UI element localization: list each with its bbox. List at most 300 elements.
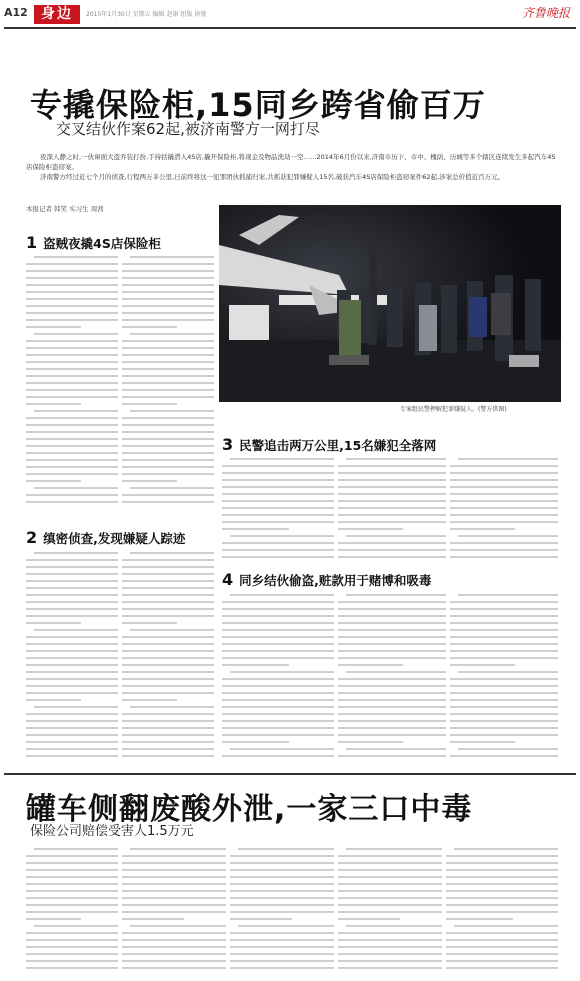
text-line xyxy=(26,580,118,582)
text-line xyxy=(26,946,118,948)
text-line xyxy=(230,960,334,962)
text-line xyxy=(26,403,81,405)
text-line xyxy=(26,291,118,293)
text-line xyxy=(122,946,226,948)
text-line xyxy=(346,748,446,750)
text-line xyxy=(230,671,334,673)
text-line xyxy=(446,876,558,878)
text-line xyxy=(338,500,446,502)
text-line xyxy=(338,932,442,934)
text-line xyxy=(458,458,558,460)
text-line xyxy=(130,410,214,412)
text-line xyxy=(26,657,118,659)
text-line xyxy=(338,601,446,603)
text-line xyxy=(450,629,558,631)
section-number: 2 xyxy=(26,528,38,547)
text-line xyxy=(26,918,81,920)
text-line xyxy=(338,890,442,892)
text-line xyxy=(338,493,446,495)
text-line xyxy=(222,685,334,687)
text-line xyxy=(450,556,558,558)
text-line xyxy=(338,953,442,955)
text-line xyxy=(122,501,214,503)
main-subheadline: 交叉结伙作案62起,被济南警方一网打尽 xyxy=(56,120,320,138)
text-line xyxy=(338,699,446,701)
text-line xyxy=(338,528,403,530)
text-line xyxy=(446,869,558,871)
text-line xyxy=(338,472,446,474)
text-line xyxy=(122,932,226,934)
text-line xyxy=(26,643,118,645)
section-label: 身边 xyxy=(34,5,80,24)
text-line xyxy=(338,741,403,743)
text-line xyxy=(122,312,214,314)
text-line xyxy=(122,692,214,694)
text-line xyxy=(122,347,214,349)
text-line xyxy=(122,573,214,575)
text-line xyxy=(222,720,334,722)
text-line xyxy=(122,438,214,440)
text-line xyxy=(230,918,292,920)
text-line xyxy=(122,904,226,906)
text-line xyxy=(222,727,334,729)
text-line xyxy=(122,494,214,496)
text-line xyxy=(222,706,334,708)
text-line xyxy=(222,486,334,488)
text-line xyxy=(338,636,446,638)
text-line xyxy=(222,636,334,638)
text-line xyxy=(450,479,558,481)
text-line xyxy=(26,263,118,265)
text-line xyxy=(26,312,118,314)
text-line xyxy=(450,664,515,666)
text-line xyxy=(230,748,334,750)
text-line xyxy=(222,692,334,694)
text-line xyxy=(446,904,558,906)
text-line xyxy=(26,960,118,962)
body-column xyxy=(122,256,214,512)
text-line xyxy=(26,883,118,885)
section-heading-3 xyxy=(222,435,436,454)
text-line xyxy=(338,939,442,941)
text-line xyxy=(450,650,558,652)
text-line xyxy=(338,622,446,624)
text-line xyxy=(26,939,118,941)
text-line xyxy=(122,445,214,447)
text-line xyxy=(446,862,558,864)
text-line xyxy=(222,479,334,481)
text-line xyxy=(26,382,118,384)
text-line xyxy=(122,319,214,321)
text-line xyxy=(338,713,446,715)
text-line xyxy=(122,480,177,482)
text-line xyxy=(450,542,558,544)
text-line xyxy=(122,368,214,370)
text-line xyxy=(122,403,177,405)
body-column xyxy=(26,848,118,976)
section-heading-4 xyxy=(222,570,431,589)
text-line xyxy=(338,911,442,913)
text-line xyxy=(450,720,558,722)
text-line xyxy=(222,528,289,530)
text-line xyxy=(122,326,177,328)
text-line xyxy=(454,848,558,850)
header-rule xyxy=(4,27,576,29)
text-line xyxy=(122,417,214,419)
text-line xyxy=(34,629,118,631)
text-line xyxy=(122,340,214,342)
text-line xyxy=(122,855,226,857)
text-line xyxy=(122,452,214,454)
text-line xyxy=(450,692,558,694)
text-line xyxy=(230,458,334,460)
text-line xyxy=(26,608,118,610)
text-line xyxy=(222,542,334,544)
text-line xyxy=(230,869,334,871)
text-line xyxy=(450,493,558,495)
text-line xyxy=(26,911,118,913)
text-line xyxy=(122,685,214,687)
text-line xyxy=(450,549,558,551)
text-line xyxy=(230,890,334,892)
text-line xyxy=(26,424,118,426)
text-line xyxy=(122,876,226,878)
text-line xyxy=(34,848,118,850)
text-line xyxy=(338,465,446,467)
text-line xyxy=(122,869,226,871)
photo-caption: 专案组民警押解犯罪嫌疑人。(警方供图) xyxy=(400,406,507,413)
text-line xyxy=(222,601,334,603)
text-line xyxy=(230,967,334,969)
text-line xyxy=(450,521,558,523)
text-line xyxy=(122,382,214,384)
text-line xyxy=(458,748,558,750)
text-line xyxy=(122,636,214,638)
text-line xyxy=(222,713,334,715)
text-line xyxy=(346,671,446,673)
article-divider xyxy=(4,773,576,775)
text-line xyxy=(122,755,214,757)
text-line xyxy=(122,389,214,391)
text-line xyxy=(338,755,446,757)
text-line xyxy=(26,480,81,482)
section-title: 同乡结伙偷盗,赃款用于赌博和吸毒 xyxy=(239,573,432,588)
text-line xyxy=(122,615,214,617)
text-line xyxy=(122,622,177,624)
text-line xyxy=(26,431,118,433)
text-line xyxy=(26,748,118,750)
text-line xyxy=(222,755,334,757)
text-line xyxy=(338,967,442,969)
airport-night-scene xyxy=(219,205,561,402)
text-line xyxy=(26,636,118,638)
text-line xyxy=(26,396,118,398)
text-line xyxy=(34,256,118,258)
text-line xyxy=(26,559,118,561)
text-line xyxy=(222,629,334,631)
text-line xyxy=(222,650,334,652)
text-line xyxy=(338,960,442,962)
text-line xyxy=(26,587,118,589)
text-line xyxy=(26,466,118,468)
text-line xyxy=(130,848,226,850)
text-line xyxy=(446,932,558,934)
text-line xyxy=(26,869,118,871)
text-line xyxy=(222,657,334,659)
lead-paragraph: 夜深人静之时,一伙窜面大盗乔装打扮,手持括撬潜入4S店,撬开保险柜,将现金及物品洗劫一空……2014年6月份以来,济南市历下、市中、槐荫、历城等多个辖区连续发生多起汽车4S店保险柜盗窃案。 xyxy=(26,153,556,171)
text-line xyxy=(122,424,214,426)
text-line xyxy=(26,494,118,496)
text-line xyxy=(26,347,118,349)
text-line xyxy=(122,601,214,603)
body-column xyxy=(450,594,558,766)
body-column xyxy=(338,594,446,766)
text-line xyxy=(122,559,214,561)
text-line xyxy=(230,855,334,857)
text-line xyxy=(122,375,214,377)
text-line xyxy=(338,897,442,899)
text-line xyxy=(26,678,118,680)
text-line xyxy=(222,678,334,680)
text-line xyxy=(26,650,118,652)
text-line xyxy=(338,664,403,666)
text-line xyxy=(230,953,334,955)
text-line xyxy=(450,608,558,610)
text-line xyxy=(222,643,334,645)
text-line xyxy=(338,727,446,729)
text-line xyxy=(130,706,214,708)
byline: 本报记者 韩笑 实习生 周茜 xyxy=(26,205,104,213)
text-line xyxy=(122,594,214,596)
section-number: 3 xyxy=(222,435,234,454)
text-line xyxy=(230,883,334,885)
text-line xyxy=(26,967,118,969)
main-headline: 专撬保险柜,15同乡跨省偷百万 xyxy=(30,86,486,124)
text-line xyxy=(338,615,446,617)
text-line xyxy=(26,671,118,673)
text-line xyxy=(450,486,558,488)
text-line xyxy=(26,594,118,596)
text-line xyxy=(338,507,446,509)
text-line xyxy=(222,500,334,502)
text-line xyxy=(122,608,214,610)
text-line xyxy=(450,678,558,680)
body-column xyxy=(222,594,334,766)
text-line xyxy=(122,720,214,722)
text-line xyxy=(450,528,515,530)
text-line xyxy=(26,438,118,440)
text-line xyxy=(122,960,226,962)
text-line xyxy=(338,643,446,645)
text-line xyxy=(222,741,289,743)
text-line xyxy=(26,298,118,300)
text-line xyxy=(222,507,334,509)
text-line xyxy=(450,755,558,757)
text-line xyxy=(450,601,558,603)
text-line xyxy=(346,848,442,850)
text-line xyxy=(122,587,214,589)
text-line xyxy=(450,657,558,659)
text-line xyxy=(222,734,334,736)
text-line xyxy=(338,486,446,488)
text-line xyxy=(26,622,81,624)
text-line xyxy=(26,501,118,503)
text-line xyxy=(26,305,118,307)
text-line xyxy=(26,277,118,279)
text-line xyxy=(130,333,214,335)
text-line xyxy=(26,727,118,729)
text-line xyxy=(26,473,118,475)
text-line xyxy=(446,953,558,955)
text-line xyxy=(230,876,334,878)
body-column xyxy=(26,552,118,766)
text-line xyxy=(446,883,558,885)
text-line xyxy=(450,622,558,624)
section-number: 4 xyxy=(222,570,234,589)
text-line xyxy=(450,713,558,715)
text-line xyxy=(230,939,334,941)
text-line xyxy=(346,535,446,537)
text-line xyxy=(338,549,446,551)
text-line xyxy=(122,396,214,398)
text-line xyxy=(26,566,118,568)
section-heading-1 xyxy=(26,233,161,252)
text-line xyxy=(122,748,214,750)
text-line xyxy=(446,890,558,892)
text-line xyxy=(222,514,334,516)
text-line xyxy=(450,615,558,617)
text-line xyxy=(122,473,214,475)
text-line xyxy=(446,855,558,857)
text-line xyxy=(122,664,214,666)
text-line xyxy=(222,664,289,666)
text-line xyxy=(338,542,446,544)
text-line xyxy=(26,953,118,955)
text-line xyxy=(122,277,214,279)
text-line xyxy=(130,552,214,554)
text-line xyxy=(122,678,214,680)
text-line xyxy=(130,925,226,927)
newspaper-logo: 齐鲁晚报 xyxy=(521,6,570,20)
text-line xyxy=(338,904,442,906)
text-line xyxy=(446,967,558,969)
article-lead xyxy=(26,152,560,182)
text-line xyxy=(26,368,118,370)
text-line xyxy=(122,671,214,673)
text-line xyxy=(338,706,446,708)
text-line xyxy=(26,741,118,743)
text-line xyxy=(26,855,118,857)
body-column xyxy=(122,552,214,766)
text-line xyxy=(122,939,226,941)
text-line xyxy=(26,932,118,934)
text-line xyxy=(34,487,118,489)
text-line xyxy=(346,594,446,596)
text-line xyxy=(26,685,118,687)
text-line xyxy=(26,417,118,419)
text-line xyxy=(338,883,442,885)
text-line xyxy=(26,354,118,356)
text-line xyxy=(230,946,334,948)
text-line xyxy=(26,340,118,342)
text-line xyxy=(230,932,334,934)
text-line xyxy=(346,925,442,927)
text-line xyxy=(338,876,442,878)
text-line xyxy=(122,918,184,920)
text-line xyxy=(34,706,118,708)
text-line xyxy=(130,629,214,631)
text-line xyxy=(338,521,446,523)
text-line xyxy=(122,284,214,286)
text-line xyxy=(230,897,334,899)
text-line xyxy=(222,549,334,551)
text-line xyxy=(450,706,558,708)
text-line xyxy=(446,939,558,941)
text-line xyxy=(338,869,442,871)
text-line xyxy=(26,615,118,617)
text-line xyxy=(122,643,214,645)
text-line xyxy=(34,925,118,927)
text-line xyxy=(122,263,214,265)
text-line xyxy=(122,862,226,864)
page-number: A12 xyxy=(4,6,28,19)
text-line xyxy=(122,305,214,307)
text-line xyxy=(446,918,513,920)
text-line xyxy=(458,535,558,537)
text-line xyxy=(222,521,334,523)
text-line xyxy=(122,911,226,913)
text-line xyxy=(338,862,442,864)
text-line xyxy=(26,664,118,666)
text-line xyxy=(450,741,515,743)
text-line xyxy=(346,458,446,460)
text-line xyxy=(446,897,558,899)
text-line xyxy=(26,573,118,575)
text-line xyxy=(338,734,446,736)
text-line xyxy=(338,685,446,687)
text-line xyxy=(238,925,334,927)
text-line xyxy=(222,465,334,467)
lead-paragraph: 济南警方经过近七个月的侦查,行程两万多公里,日前终将这一犯罪团伙抓捕归案,共抓获犯罪嫌疑人15名,破获汽车4S店保险柜盗窃案件62起,涉案总价值近百万元。 xyxy=(40,173,505,181)
text-line xyxy=(122,657,214,659)
text-line xyxy=(450,685,558,687)
text-line xyxy=(450,699,558,701)
section-heading-2 xyxy=(26,528,185,547)
text-line xyxy=(222,608,334,610)
text-line xyxy=(26,713,118,715)
body-column xyxy=(338,458,446,566)
page-header xyxy=(0,0,580,26)
body-column xyxy=(446,848,558,976)
text-line xyxy=(122,883,226,885)
text-line xyxy=(122,967,226,969)
text-line xyxy=(338,479,446,481)
text-line xyxy=(26,445,118,447)
text-line xyxy=(26,389,118,391)
text-line xyxy=(338,855,442,857)
body-column xyxy=(26,256,118,512)
body-column xyxy=(230,848,334,976)
text-line xyxy=(222,699,334,701)
text-line xyxy=(230,904,334,906)
text-line xyxy=(122,741,214,743)
text-line xyxy=(338,650,446,652)
text-line xyxy=(230,862,334,864)
text-line xyxy=(222,493,334,495)
section-title: 盗贼夜撬4S店保险柜 xyxy=(43,236,161,251)
text-line xyxy=(458,671,558,673)
text-line xyxy=(450,507,558,509)
